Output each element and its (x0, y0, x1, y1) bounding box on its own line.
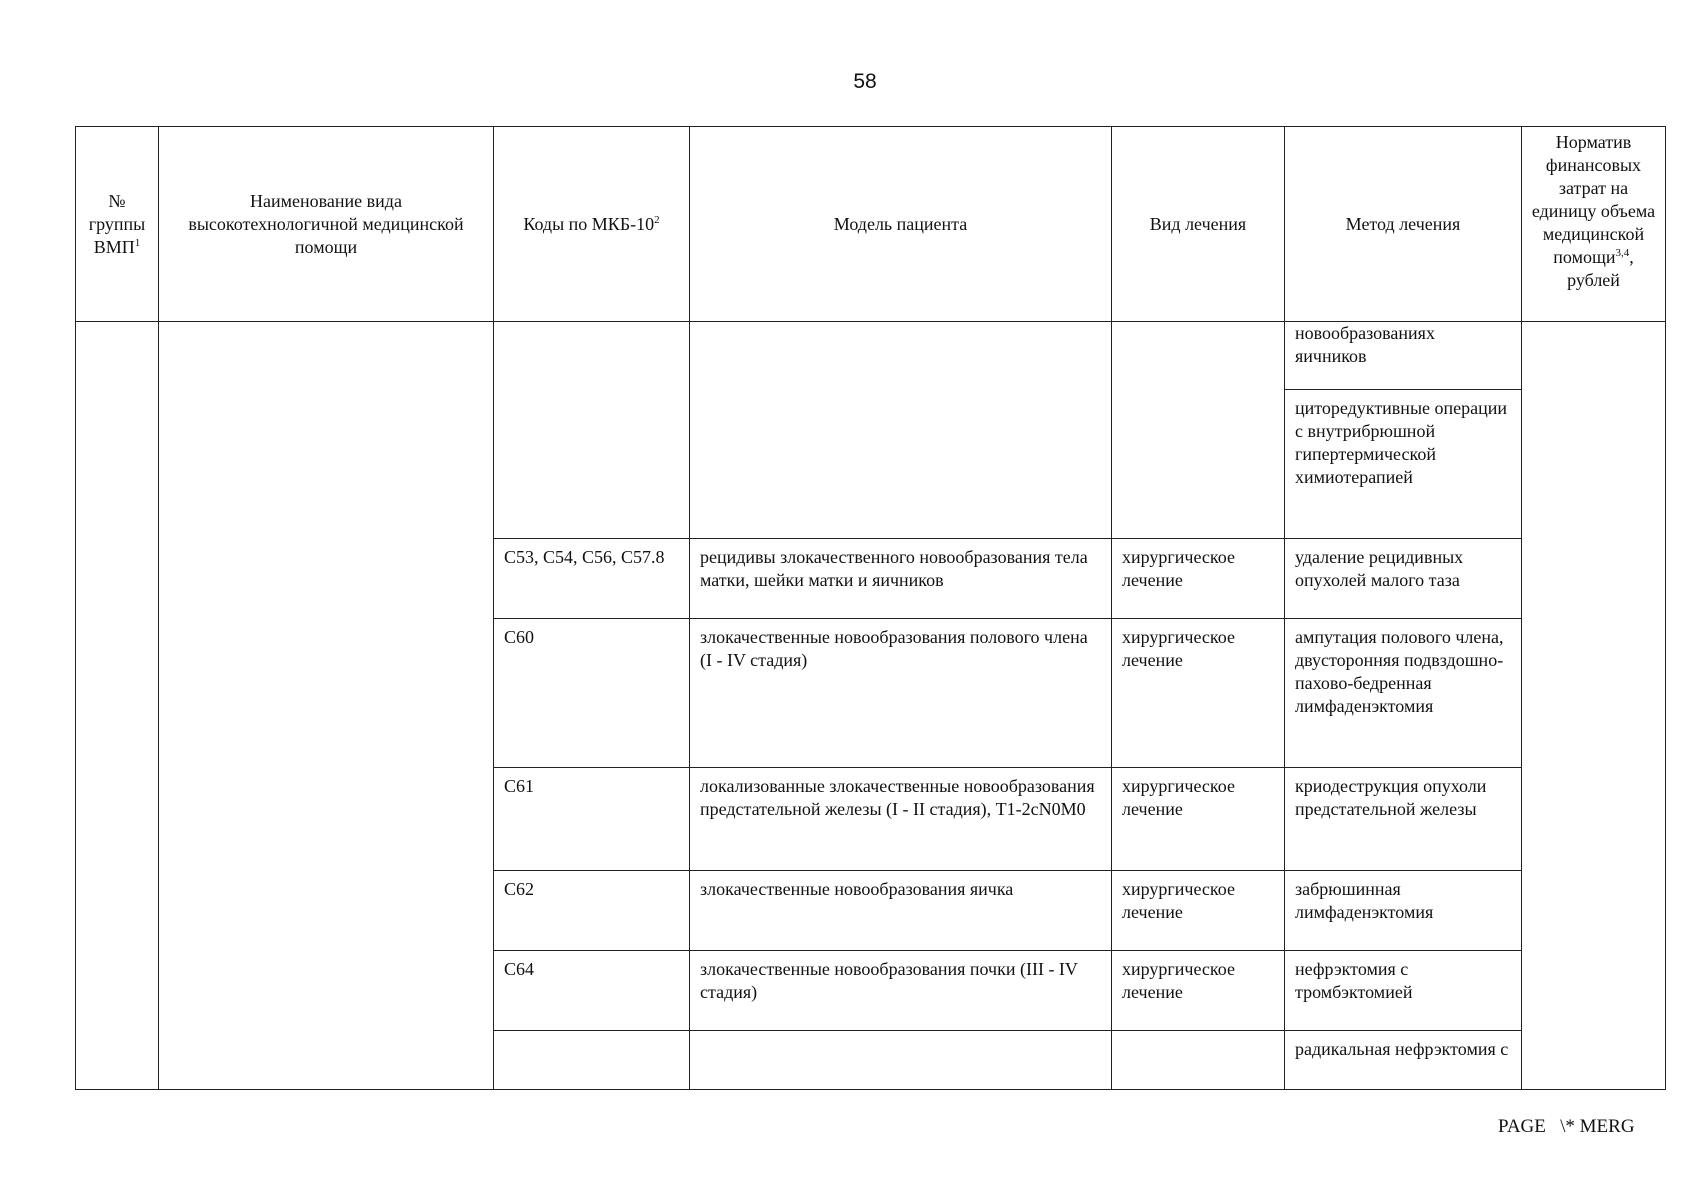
codes-cell (494, 322, 690, 539)
model-cell: злокачественные новообразования почки (III - IV стадия) (690, 951, 1112, 1031)
type-cell (1112, 1031, 1285, 1090)
type-cell: хирургическое лечение (1112, 951, 1285, 1031)
codes-cell: C60 (494, 619, 690, 768)
codes-cell: C62 (494, 871, 690, 951)
header-treatment-method: Метод лечения (1285, 127, 1522, 322)
model-cell (690, 1031, 1112, 1090)
table-header-row (76, 127, 1666, 322)
page-footer-field: PAGE \* MERG (1498, 1116, 1635, 1137)
norm-cell (1522, 322, 1666, 1090)
header-patient-model: Модель пациента (690, 127, 1112, 322)
type-cell (1112, 322, 1285, 539)
model-cell: рецидивы злокачественного новообразования тела матки, шейки матки и яичников (690, 539, 1112, 619)
header-group-no: № группы ВМП$^1$ (76, 127, 159, 322)
type-cell: хирургическое лечение (1112, 539, 1285, 619)
type-cell: хирургическое лечение (1112, 768, 1285, 871)
group-no-cell (76, 322, 159, 1090)
method-cell: радикальная нефрэктомия с (1285, 1031, 1522, 1090)
codes-cell (494, 1031, 690, 1090)
codes-cell: C53, C54, C56, C57.8 (494, 539, 690, 619)
method-cell: новообразованиях яичников (1285, 322, 1522, 390)
method-cell: циторедуктивные операции с внутрибрюшной гипертермической химиотерапией (1285, 390, 1522, 539)
header-norm: Норматив финансовых затрат на единицу объема медицинской помощи$^{3,4}$, рублей (1522, 127, 1666, 322)
method-cell: забрюшинная лимфаденэктомия (1285, 871, 1522, 951)
model-cell: локализованные злокачественные новообразования предстательной железы (I - II стадия), T1-2cN0M0 (690, 768, 1112, 871)
method-cell: удаление рецидивных опухолей малого таза (1285, 539, 1522, 619)
table-row (76, 322, 1666, 390)
method-cell: ампутация полового члена, двусторонняя подвздошно-пахово-бедренная лимфаденэктомия (1285, 619, 1522, 768)
method-cell: криодеструкция опухоли предстательной железы (1285, 768, 1522, 871)
codes-cell: C61 (494, 768, 690, 871)
codes-cell: C64 (494, 951, 690, 1031)
type-cell: хирургическое лечение (1112, 619, 1285, 768)
model-cell: злокачественные новообразования яичка (690, 871, 1112, 951)
type-cell: хирургическое лечение (1112, 871, 1285, 951)
vmp-name-cell (159, 322, 494, 1090)
model-cell (690, 322, 1112, 539)
model-cell: злокачественные новообразования полового члена (I - IV стадия) (690, 619, 1112, 768)
page-number: 58 (853, 70, 877, 93)
header-icd-codes: Коды по МКБ-$10^2$ (494, 127, 690, 322)
vmp-table (75, 126, 1666, 1090)
header-treatment-type: Вид лечения (1112, 127, 1285, 322)
method-cell: нефрэктомия с тромбэктомией (1285, 951, 1522, 1031)
header-vmp-name: Наименование вида высокотехнологичной медицинской помощи (159, 127, 494, 322)
